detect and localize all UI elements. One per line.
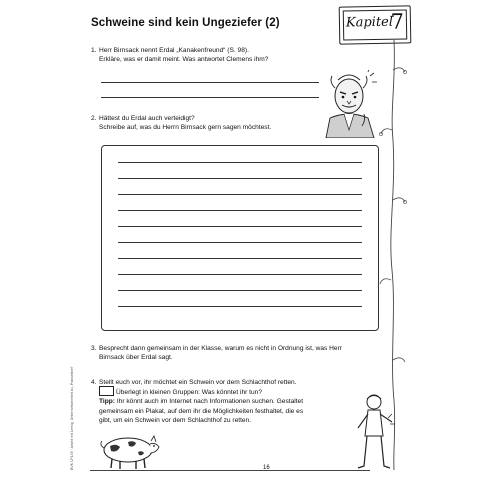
chapter-sign	[339, 5, 412, 44]
page-title: Schweine sind kein Ungeziefer (2)	[91, 17, 280, 29]
writing-line[interactable]	[118, 162, 362, 163]
writing-line[interactable]	[118, 242, 362, 243]
question-4-line-2	[99, 387, 381, 397]
writing-line[interactable]	[118, 210, 362, 211]
group-work-icon	[99, 386, 114, 396]
question-4-line-1: Stellt euch vor, ihr möchtet ein Schwein vor dem Schlachthof retten.	[99, 379, 297, 386]
writing-line[interactable]	[118, 226, 362, 227]
writing-line[interactable]	[118, 306, 362, 307]
question-3-line-2: Birnsack über Erdal sagt.	[99, 354, 173, 362]
boy-illustration	[352, 392, 396, 474]
writing-line[interactable]	[118, 178, 362, 179]
question-4-tipp-line-2: gemeinsam ein Plakat, auf dem ihr die Möglichkeiten festhaltet, die es	[99, 407, 304, 415]
question-1-number: 1.	[91, 47, 97, 54]
question-2-line-1: Hättest du Erdal auch verteidigt?	[99, 115, 195, 122]
question-4	[91, 378, 381, 425]
question-3	[91, 344, 381, 363]
question-4-tipp-line-1	[99, 397, 381, 406]
answer-line[interactable]	[101, 82, 319, 83]
writing-line[interactable]	[118, 194, 362, 195]
question-1	[91, 46, 321, 65]
angry-man-illustration	[318, 70, 380, 138]
question-1-line-2: Erkläre, was er damit meint. Was antwortet Clemens ihm?	[99, 56, 269, 64]
tipp-label: Tipp:	[99, 398, 115, 406]
writing-line[interactable]	[118, 290, 362, 291]
chapter-label: Kapitel	[345, 14, 394, 31]
writing-line[interactable]	[118, 258, 362, 259]
question-3-number: 3.	[91, 345, 97, 352]
tipp-text-1: Ihr könnt auch im Internet nach Informationen suchen. Gestaltet	[116, 398, 304, 406]
chapter-number: 7	[390, 9, 405, 34]
side-note: BVK LP149 · Arbeit mit Lernig, Unterrichtseinheit zu „Prasselbrei“	[70, 366, 74, 470]
question-2	[91, 114, 321, 133]
writing-line[interactable]	[118, 274, 362, 275]
question-1-line-1: Herr Birnsack nennt Erdal „Kanakenfreund“ (S. 98).	[99, 47, 249, 54]
question-4-line-2-text: Überlegt in kleinen Gruppen: Was könntet ihr tun?	[116, 389, 262, 397]
question-4-tipp-line-3: gibt, um ein Schwein vor dem Schlachthof zu retten.	[99, 416, 252, 424]
writing-box	[101, 145, 379, 331]
bottom-rule	[90, 470, 370, 471]
question-3-line-1: Besprecht dann gemeinsam in der Klasse, warum es nicht in Ordnung ist, was Herr	[99, 345, 342, 352]
question-2-line-2: Schreibe auf, was du Herrn Birnsack gern sagen möchtest.	[99, 124, 272, 132]
question-4-number: 4.	[91, 379, 97, 386]
page-number: 16	[263, 465, 270, 471]
question-2-number: 2.	[91, 115, 97, 122]
answer-line[interactable]	[101, 97, 319, 98]
pig-illustration	[98, 432, 164, 470]
